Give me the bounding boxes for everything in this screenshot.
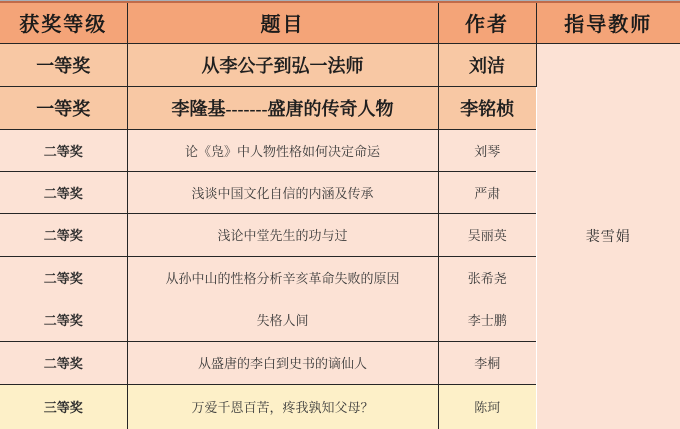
- teacher-cell: 裴雪娟: [536, 43, 680, 429]
- author-cell: 张希尧: [438, 256, 536, 298]
- award-level-cell: 二等奖: [0, 341, 127, 384]
- award-level-cell: 二等奖: [0, 213, 127, 256]
- author-cell: 吴丽英: [438, 213, 536, 256]
- title-cell: 浅论中堂先生的功与过: [127, 213, 438, 256]
- header-row: [0, 3, 680, 43]
- award-level-cell: 三等奖: [0, 384, 127, 429]
- title-cell: 浅谈中国文化自信的内涵及传承: [127, 171, 438, 213]
- title-cell: 论《凫》中人物性格如何决定命运: [127, 129, 438, 171]
- title-cell: 从孙中山的性格分析辛亥革命失败的原因: [127, 256, 438, 298]
- title-cell: 失格人间: [127, 298, 438, 341]
- header-title: 题目: [127, 3, 438, 43]
- author-cell: 严肃: [438, 171, 536, 213]
- header-author: 作者: [438, 3, 536, 43]
- author-cell: 刘洁: [438, 43, 536, 86]
- title-cell: 从李公子到弘一法师: [127, 43, 438, 86]
- award-level-cell: 二等奖: [0, 256, 127, 298]
- author-cell: 刘琴: [438, 129, 536, 171]
- header-teacher: 指导教师: [536, 3, 680, 43]
- author-cell: 陈珂: [438, 384, 536, 429]
- header-award-level: 获奖等级: [0, 3, 127, 43]
- award-level-cell: 二等奖: [0, 171, 127, 213]
- award-level-cell: 一等奖: [0, 43, 127, 86]
- author-cell: 李桐: [438, 341, 536, 384]
- award-level-cell: 二等奖: [0, 298, 127, 341]
- award-level-cell: 二等奖: [0, 129, 127, 171]
- author-cell: 李士鹏: [438, 298, 536, 341]
- awards-table: [0, 3, 680, 429]
- title-cell: 万爱千恩百苦，疼我孰知父母？: [127, 384, 438, 429]
- title-cell: 从盛唐的李白到史书的谪仙人: [127, 341, 438, 384]
- table-row: [0, 43, 680, 86]
- award-level-cell: 一等奖: [0, 86, 127, 129]
- title-cell: 李隆基-------盛唐的传奇人物: [127, 86, 438, 129]
- author-cell: 李铭桢: [438, 86, 536, 129]
